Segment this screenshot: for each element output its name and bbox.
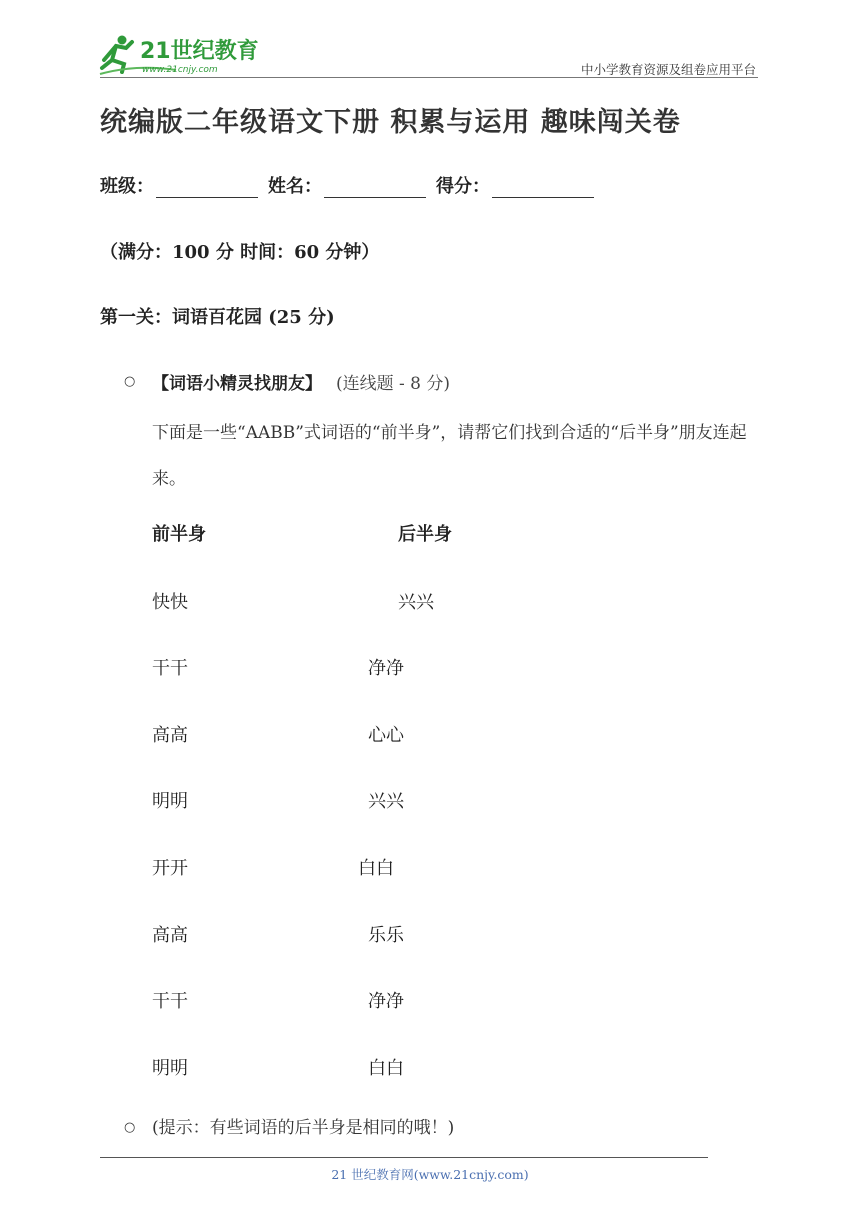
footer-link[interactable]: 21 世纪教育网(www.21cnjy.com) [331, 1167, 529, 1182]
header-divider [100, 77, 758, 78]
left-item[interactable]: 高高 [152, 725, 188, 746]
right-item[interactable]: 兴兴 [398, 592, 434, 613]
right-item[interactable]: 净净 [368, 991, 404, 1012]
score-time-line: （满分：100 分 时间：60 分钟） [100, 242, 380, 263]
question-note: (连线题 - 8 分) [336, 374, 451, 394]
left-item[interactable]: 明明 [152, 791, 188, 812]
left-item[interactable]: 开开 [152, 858, 188, 879]
header-platform-text: 中小学教育资源及组卷应用平台 [580, 62, 756, 77]
class-blank [156, 177, 258, 198]
bullet-icon: ○ [124, 374, 136, 389]
right-item[interactable]: 兴兴 [368, 791, 404, 812]
left-item[interactable]: 明明 [152, 1058, 188, 1079]
logo-url: www.21cnjy.com [142, 65, 218, 75]
right-item[interactable]: 白白 [368, 1058, 404, 1079]
page-title: 统编版二年级语文下册 积累与运用 趣味闯关卷 [100, 107, 681, 138]
hint-text: (提示：有些词语的后半身是相同的哦！) [152, 1118, 455, 1138]
left-item[interactable]: 干干 [152, 658, 188, 679]
section-title: 第一关：词语百花园 (25 分) [100, 307, 335, 328]
right-item[interactable]: 净净 [368, 658, 404, 679]
logo [96, 30, 266, 78]
right-item[interactable]: 乐乐 [368, 925, 404, 946]
footer-divider [100, 1157, 708, 1158]
right-item[interactable]: 白白 [358, 858, 394, 879]
left-item[interactable]: 快快 [152, 592, 188, 613]
score-label: 得分： [436, 176, 490, 197]
right-item[interactable]: 心心 [368, 725, 404, 746]
score-blank [492, 177, 594, 198]
class-label: 班级： [100, 176, 154, 197]
left-column-header: 前半身 [152, 524, 206, 545]
bullet-icon: ○ [124, 1120, 136, 1135]
page-header [0, 0, 860, 80]
question-heading [152, 369, 450, 394]
left-item[interactable]: 干干 [152, 991, 188, 1012]
right-column-header: 后半身 [398, 524, 452, 545]
question-description: 下面是一些“AABB”式词语的“前半身”，请帮它们找到合适的“后半身”朋友连起来。 [152, 423, 747, 489]
student-info-row [100, 172, 604, 198]
name-blank [324, 177, 426, 198]
name-label: 姓名： [268, 176, 322, 197]
logo-wordmark: 21世纪教育 [140, 39, 259, 64]
logo-graphic [96, 30, 266, 78]
question-title: 【词语小精灵找朋友】 [152, 374, 322, 394]
left-item[interactable]: 高高 [152, 925, 188, 946]
